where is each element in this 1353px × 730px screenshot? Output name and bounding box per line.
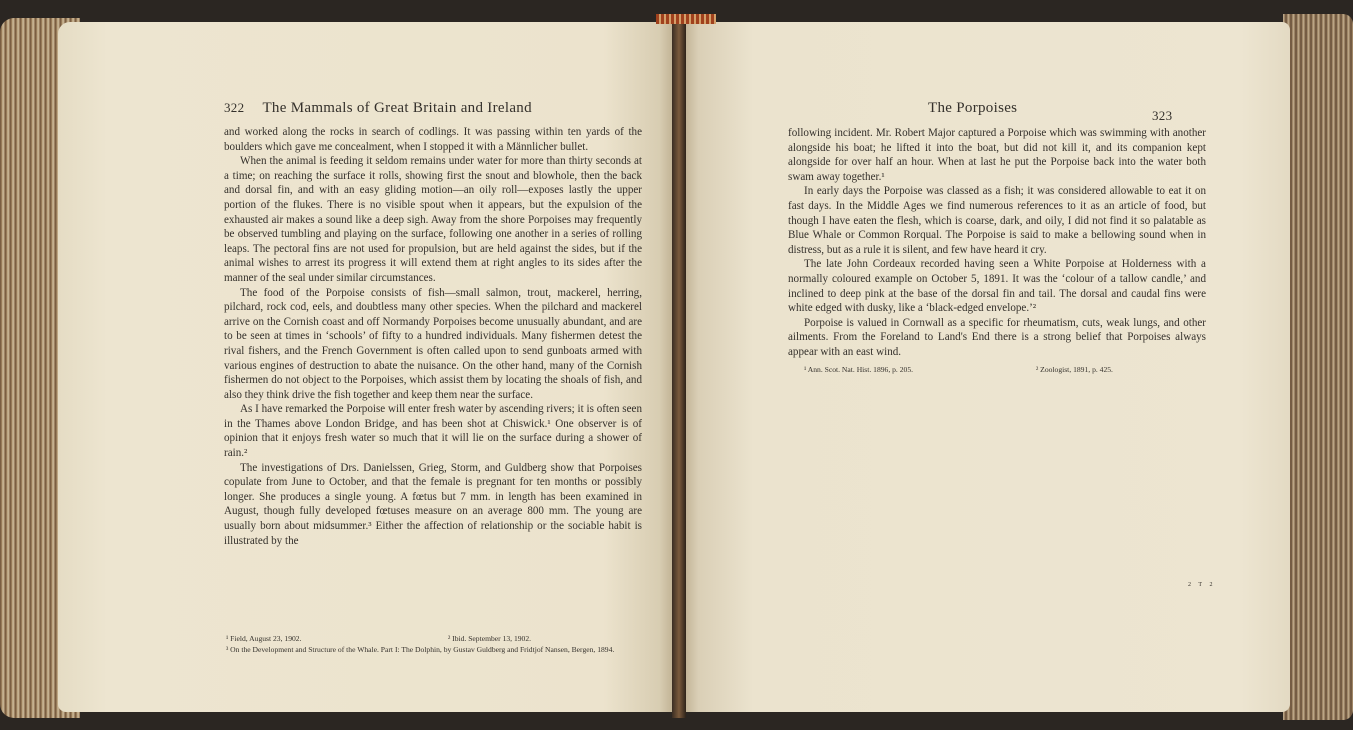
paragraph: Porpoise is valued in Cornwall as a specific for rheumatism, cuts, weak lungs, and other ailments. From the Foreland to Land's End there is a strong belief that Porpoises always appear with an east wind.: [788, 316, 1206, 358]
paragraph: The investigations of Drs. Danielssen, Grieg, Storm, and Guldberg show that Porpoises copulate from June to October, and that the female is pregnant for ten months or possibly longer. She produces a single young. A fœtus but 7 mm. in length has been examined in August, though fully developed fœtuses measure on an average 800 mm. The young are usually born about midsummer.³ Either the affection of relationship or the sociable habit is illustrated by the: [224, 461, 642, 547]
footnote: ² Zoologist, 1891, p. 425.: [1036, 365, 1113, 374]
footnote: ³ On the Development and Structure of the Whale. Part I: The Dolphin, by Gustav Guldberg and Fridtjof Nansen, Bergen, 1894.: [226, 645, 615, 654]
headband: [656, 14, 716, 24]
left-body-text: [224, 125, 642, 548]
footnote: ¹ Ann. Scot. Nat. Hist. 1896, p. 205.: [804, 365, 914, 374]
paragraph: following incident. Mr. Robert Major captured a Porpoise which was swimming with another alongside his boat; he lifted it into the boat, but did not kill it, and its companion kept alongside for over half an hour. When at last he put the Porpoise back into the water both swam away together.¹: [788, 127, 1206, 183]
right-page-edges: [1283, 14, 1353, 720]
paragraph: When the animal is feeding it seldom remains under water for more than thirty seconds at a time; on reaching the surface it rolls, showing first the snout and blowhole, then the back and dorsal fin, and with an easy gliding motion—an oily roll—exposes lastly the upper portion of the flukes. There is no visible spout when it appears, but the expulsion of the exhausted air makes a sound like a deep sigh. Away from the shore Porpoises may frequently be observed tumbling and playing on the surface, following one another in a series of rolling leaps. The pectoral fins are not used for propulsion, but are held against the sides, but if the animal wishes to arrest its progress it will extend them at right angles to its sides after the manner of the seal under similar circumstances.: [224, 155, 642, 284]
left-running-header: [224, 100, 644, 117]
footnote: ¹ Field, August 23, 1902.: [226, 634, 302, 643]
right-page: [680, 22, 1290, 712]
right-page-number: 323: [1152, 108, 1173, 123]
book-gutter: [672, 18, 686, 718]
left-page: [58, 22, 678, 712]
paragraph: As I have remarked the Porpoise will enter fresh water by ascending rivers; it is often seen in the Thames above London Bridge, and has been shot at Chiswick.¹ One observer is of opinion that it enjoys fresh water so much that it will lie on the surface during a shower of rain.²: [224, 403, 642, 460]
right-running-head: The Porpoises: [928, 100, 1018, 116]
paragraph: and worked along the rocks in search of codlings. It was passing within ten yards of the boulders which gave me concealment, when I stopped it with a Männlicher bullet.: [224, 126, 642, 153]
paragraph: The food of the Porpoise consists of fish—small salmon, trout, mackerel, herring, pilchard, rock cod, eels, and doubtless many other species. When the pilchard and mackerel arrive on the Cornish coast and off Normandy Porpoises become unusually abundant, and are to be seen at times in ‘schools’ of fifty to a hundred individuals. Many fishermen detest the rival fishers, and the French Government is often called upon to send gunboats armed with various engines of destruction to abate the nuisance. On the other hand, many of the Cornish fishermen do not object to the Porpoises, which assist them by locating the shoals of fish, and also they think drive the fish together and keep them near the surface.: [224, 286, 642, 401]
signature-mark: 2 T 2: [1188, 582, 1216, 588]
left-page-number: 322: [224, 100, 245, 115]
footnote: ² Ibid. September 13, 1902.: [448, 634, 532, 643]
left-running-head: The Mammals of Great Britain and Ireland: [262, 100, 532, 116]
paragraph: In early days the Porpoise was classed as a fish; it was considered allowable to eat it on fast days. In the Middle Ages we find numerous references to it as an article of food, but though I have eaten the flesh, which is coarse, dark, and oily, I did not find it so palatable as Blue Whale or Common Rorqual. The Porpoise is said to make a bellowing sound when in distress, but as a rule it is silent, and few have heard it cry.: [788, 185, 1206, 256]
paragraph: The late John Cordeaux recorded having seen a White Porpoise at Holderness with a normally coloured example on October 5, 1891. It was the ‘colour of a tallow candle,’ and inclined to deep pink at the base of the dorsal fin and tail. The dorsal and caudal fins were white edged with dusky, like a ‘black-edged envelope.’²: [788, 258, 1206, 315]
right-body-text: [788, 126, 1206, 360]
